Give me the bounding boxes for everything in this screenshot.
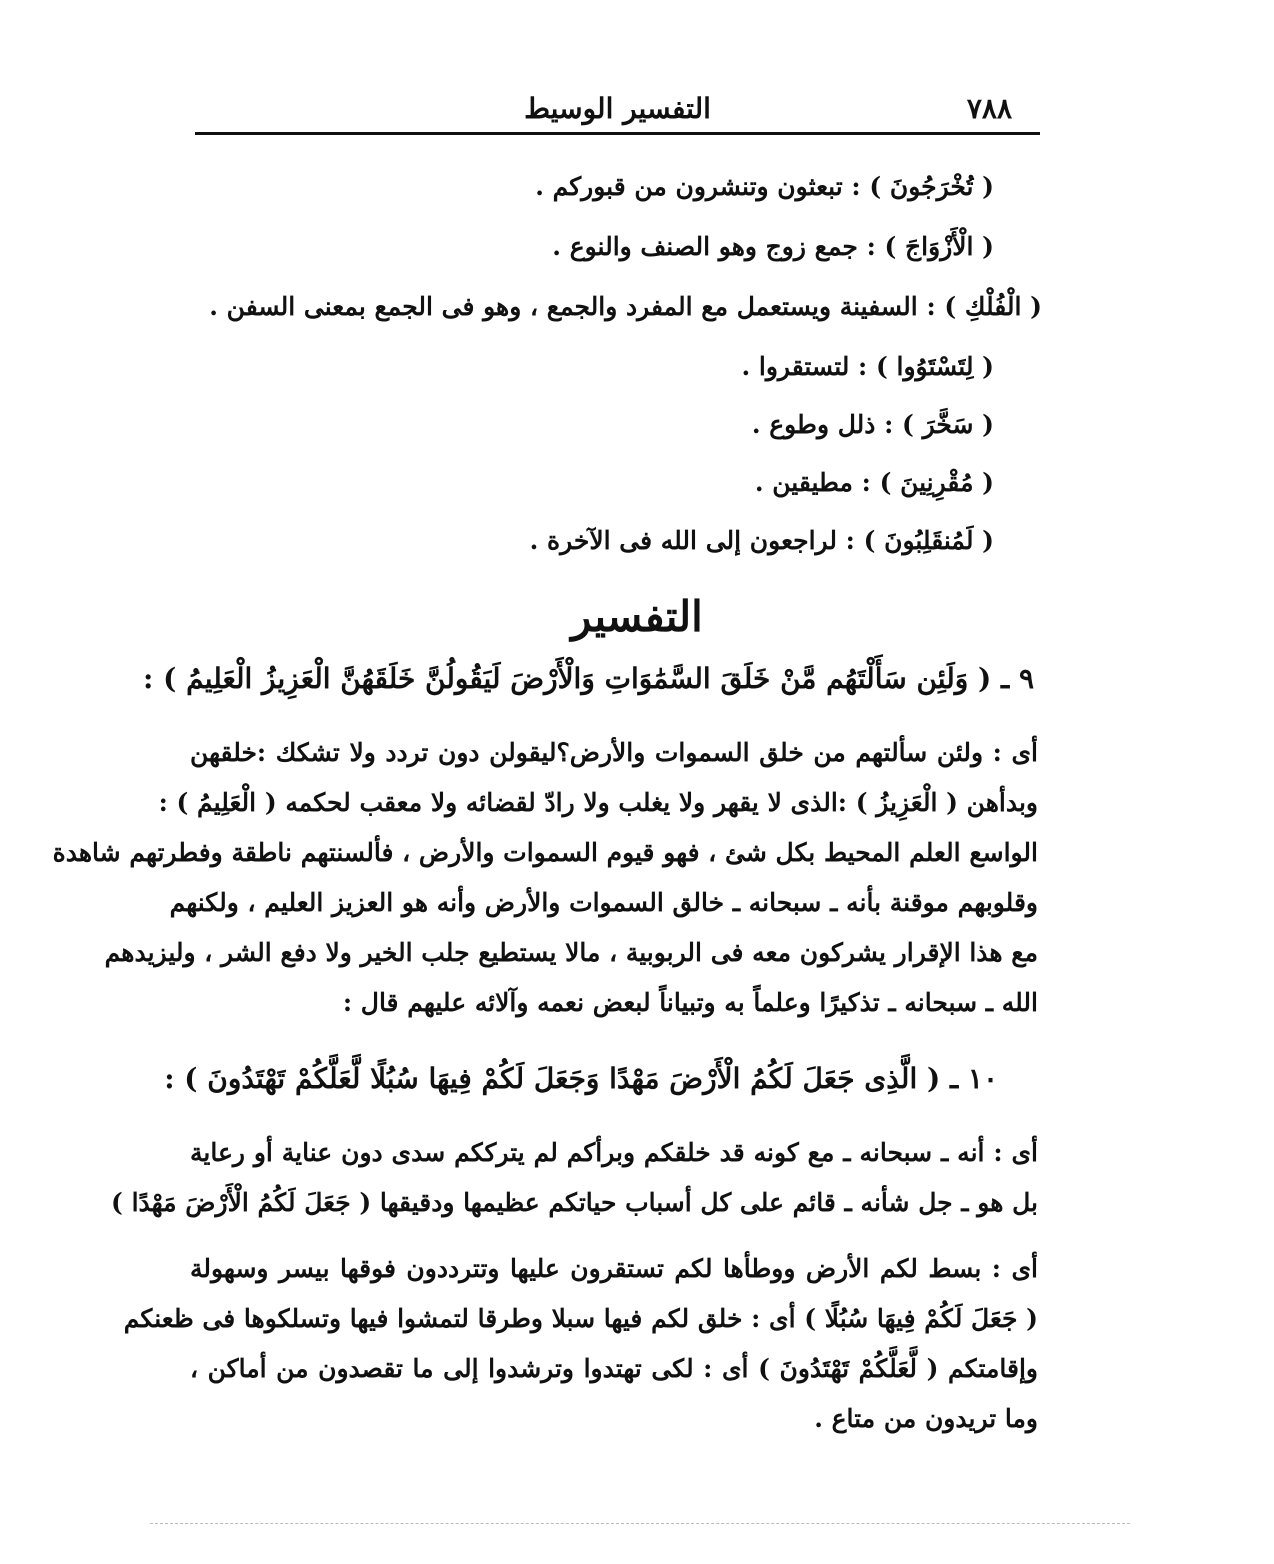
commentary-verse-10a [111, 1128, 1038, 1228]
commentary-line: وإقامتكم ( لَّعَلَّكُمْ تَهْتَدُونَ ) أى : لكى تهتدوا وترشدوا إلى ما تقصدون من أماكن ، [190, 1354, 1038, 1383]
commentary-line: وما تريدون من متاع . [814, 1404, 1038, 1433]
commentary-line: أى : أنه ـ سبحانه ـ مع كونه قد خلقكم وبرأكم لم يترككم سدى دون عناية أو رعاية [190, 1138, 1038, 1167]
page-bottom-edge [150, 1523, 1130, 1524]
commentary-line: مع هذا الإقرار يشركون معه فى الربوبية ، مالا يستطيع جلب الخير ولا دفع الشر ، وليزيدهم [104, 938, 1038, 967]
page-number: ٧٨٨ [966, 92, 1012, 125]
commentary-line: وبدأهن ( الْعَزِيزُ ) :الذى لا يقهر ولا يغلب ولا رادّ لقضائه ولا معقب لحكمه ( الْعَلِيمُ ) : [158, 788, 1038, 817]
commentary-line: وقلوبهم موقنة بأنه ـ سبحانه ـ خالق السموات والأرض وأنه هو العزيز العليم ، ولكنهم [169, 888, 1038, 917]
section-heading: التفسير [571, 592, 703, 641]
running-title: التفسير الوسيط [524, 92, 711, 125]
commentary-line: الواسع العلم المحيط بكل شئ ، فهو قيوم السموات والأرض ، فألسنتهم ناطقة وفطرتهم شاهدة [52, 838, 1038, 867]
vocab-entry: ( سَخَّرَ ) : ذلل وطوع . [751, 410, 994, 439]
verse-10: ١٠ ـ ( الَّذِى جَعَلَ لَكُمُ الْأَرْضَ مَهْدًا وَجَعَلَ لَكُمْ فِيهَا سُبُلًا لَّعَلَّكُمْ تَهْتَدُونَ ) : [164, 1062, 998, 1095]
commentary-verse-9 [52, 728, 1038, 1028]
vocab-entry: ( تُخْرَجُونَ ) : تبعثون وتنشرون من قبوركم . [535, 172, 994, 201]
commentary-line: الله ـ سبحانه ـ تذكيرًا وعلماً به وتبياناً لبعض نعمه وآلائه عليهم قال : [342, 988, 1038, 1017]
vocab-entry: ( لِتَسْتَوُوا ) : لتستقروا . [741, 352, 994, 381]
vocab-entry: ( الْفُلْكِ ) : السفينة ويستعمل مع المفرد والجمع ، وهو فى الجمع بمعنى السفن . [209, 292, 1042, 321]
commentary-line: ( جَعَلَ لَكُمْ فِيهَا سُبُلًا ) أى : خلق لكم فيها سبلا وطرقا لتمشوا فيها وتسلكوها فى ظعنكم [123, 1304, 1038, 1333]
page-header [195, 92, 1040, 135]
vocab-entry: ( الْأَزْوَاجَ ) : جمع زوج وهو الصنف والنوع . [552, 232, 994, 261]
commentary-line: بل هو ـ جل شأنه ـ قائم على كل أسباب حياتكم عظيمها ودقيقها ( جَعَلَ لَكُمُ الْأَرْضَ مَهْدًا ) [111, 1188, 1038, 1217]
vocab-entry: ( مُقْرِنِينَ ) : مطيقين . [754, 468, 994, 497]
commentary-line: أى : ولئن سألتهم من خلق السموات والأرض؟ليقولن دون تردد ولا تشكك :خلقهن [190, 738, 1038, 767]
verse-9: ٩ ـ ( وَلَئِن سَأَلْتَهُم مَّنْ خَلَقَ السَّمَٰوَاتِ وَالْأَرْضَ لَيَقُولُنَّ خَلَقَهُنَّ الْعَزِيزُ الْعَلِيمُ ) : [143, 662, 1034, 695]
commentary-line: أى : بسط لكم الأرض ووطأها لكم تستقرون عليها وتترددون فوقها بيسر وسهولة [190, 1254, 1038, 1283]
vocab-entry: ( لَمُنقَلِبُونَ ) : لراجعون إلى الله فى الآخرة . [529, 526, 994, 555]
commentary-verse-10b [123, 1244, 1038, 1444]
